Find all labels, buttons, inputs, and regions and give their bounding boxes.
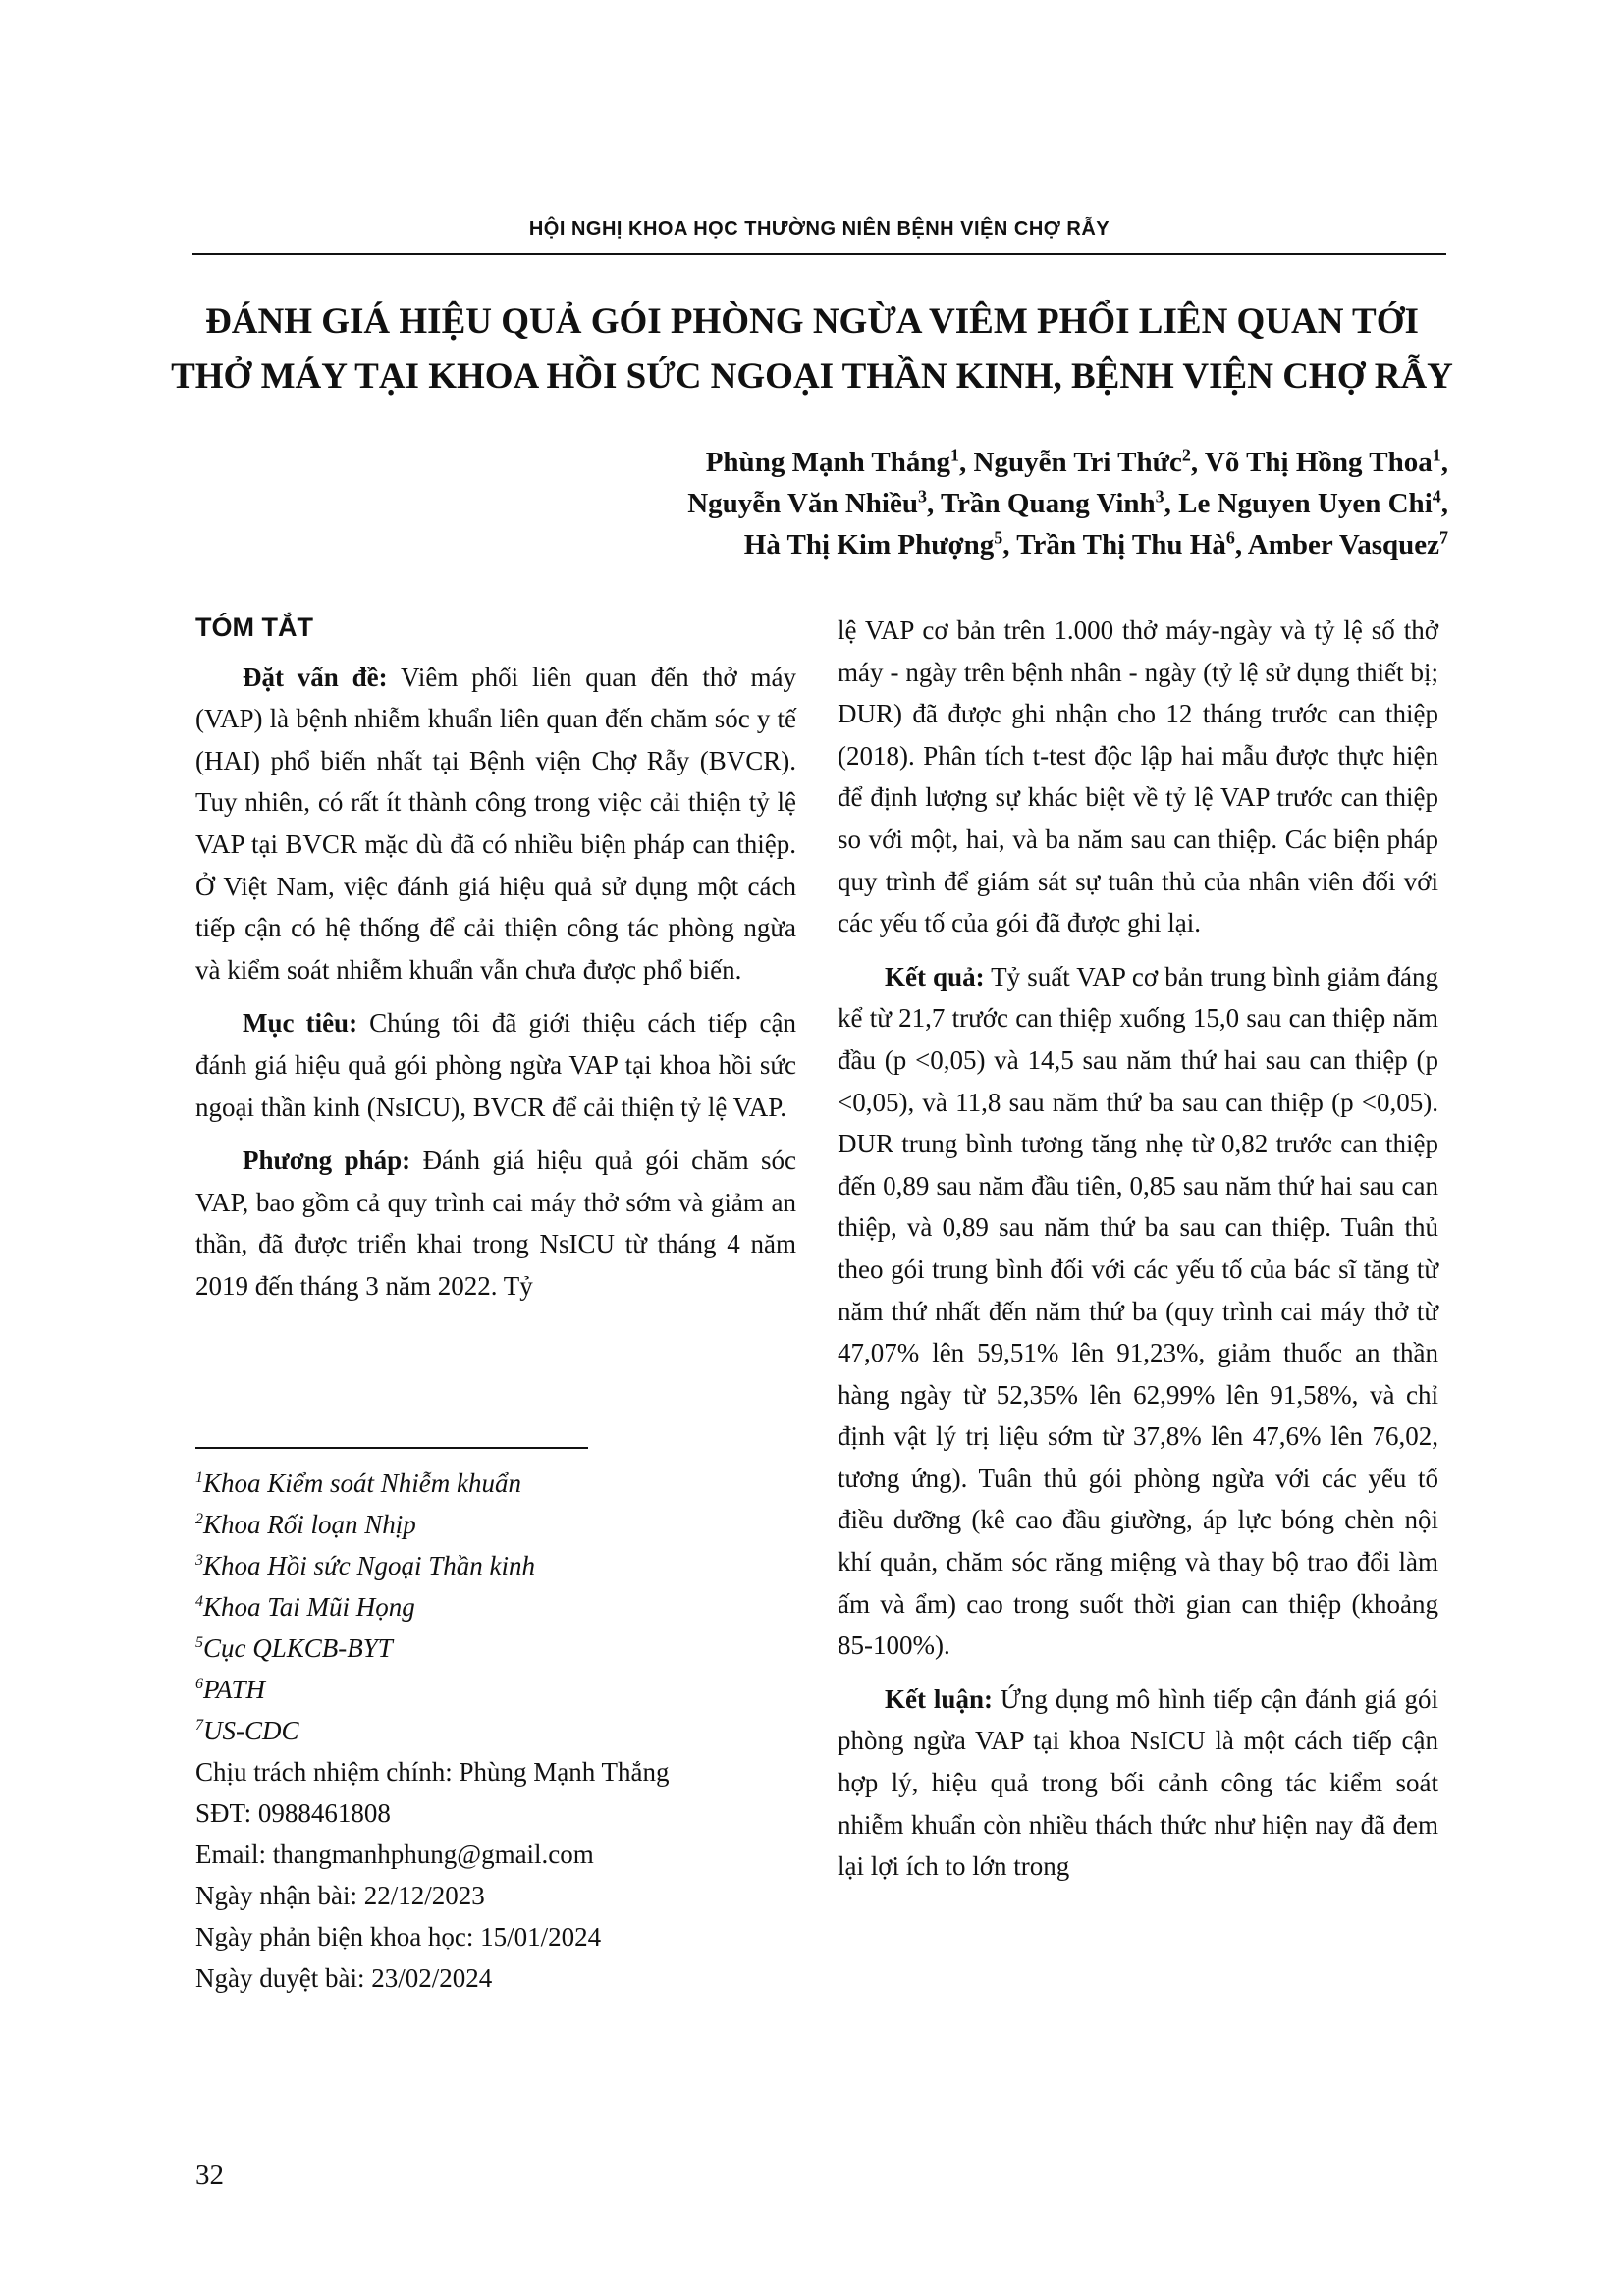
author-affiliation: 3 (1155, 486, 1164, 507)
author-line-1: Phùng Mạnh Thắng$^1$, Nguyễn Tri Thức$^2$, Võ Thị Hồng Thoa$^1$, (705, 445, 1448, 478)
footnote-rule (195, 1447, 588, 1449)
paper-title (147, 294, 1477, 404)
author-affiliation: 4 (1432, 486, 1441, 507)
author-affiliation: 7 (1439, 527, 1448, 548)
section-label: Kết quả: (885, 961, 985, 991)
affiliation-number: 7 (195, 1717, 203, 1734)
author-affiliation: 3 (917, 486, 927, 507)
author-name: Nguyễn Tri Thức (973, 447, 1182, 478)
section-label: Đặt vấn đề: (243, 662, 388, 692)
author-line-2: Nguyễn Văn Nhiều$^3$, Trần Quang Vinh$^3$, Le Nguyen Uyen Chi$^4$, (687, 486, 1448, 519)
abstract-heading: TÓM TẮT (195, 613, 313, 642)
author-affiliation: 1 (950, 445, 960, 465)
title-line-2: THỞ MÁY TẠI KHOA HỒI SỨC NGOẠI THẦN KINH, BỆNH VIỆN CHỢ RẪY (171, 356, 1453, 397)
corresponding-author: Chịu trách nhiệm chính: Phùng Mạnh Thắng (195, 1757, 670, 1787)
section-label: Phương pháp: (243, 1146, 411, 1176)
abstract-conclusion (838, 1679, 1438, 1888)
reviewed-date: Ngày phản biện khoa học: 15/01/2024 (195, 1922, 602, 1951)
received-date: Ngày nhận bài: 22/12/2023 (195, 1881, 485, 1910)
title-line-1: ĐÁNH GIÁ HIỆU QUẢ GÓI PHÒNG NGỪA VIÊM PHỔI LIÊN QUAN TỚI (205, 301, 1419, 342)
affiliation-number: 2 (195, 1511, 203, 1527)
author-affiliation: 1 (1432, 445, 1441, 465)
affiliation-item (195, 1586, 796, 1628)
abstract-objective (195, 1002, 796, 1128)
section-text: Tỷ suất VAP cơ bản trung bình giảm đáng kể từ 21,7 trước can thiệp xuống 15,0 sau can thiệp năm đầu (p <0,05) và 14,5 sau năm thứ hai sau can thiệp (p <0,05), và 11,8 sau năm thứ ba sau can thiệp (p <0,05). DUR trung bình tương tăng nhẹ từ 0,82 trước can thiệp đến 0,89 sau năm đầu tiên, 0,85 sau năm thứ hai sau can thiệp, và 0,89 sau năm thứ ba sau can thiệp. Tuân thủ theo gói trung bình đối với các yếu tố của bác sĩ tăng từ năm thứ nhất đến năm thứ ba (quy trình cai máy thở từ 47,07% lên 59,51% lên 91,23%, giảm thuốc an thần hàng ngày từ 52,35% lên 62,99% lên 91,58%, và chỉ định vật lý trị liệu sớm từ 37,8% lên 47,6% lên 76,02, tương ứng). Tuân thủ gói phòng ngừa với các yếu tố điều dưỡng (kê cao đầu giường, áp lực bóng chèn nội khí quản, chăm sóc răng miệng và thay bộ trao đổi làm ấm và ẩm) cao trong suốt thời gian can thiệp (khoảng 85-100%). (838, 961, 1438, 1661)
accepted-date: Ngày duyệt bài: 23/02/2024 (195, 1963, 493, 1993)
abstract-results (838, 956, 1438, 1667)
abstract-background (195, 657, 796, 991)
author-name: Amber Vasquez (1247, 529, 1439, 561)
running-header: HỘI NGHỊ KHOA HỌC THƯỜNG NIÊN BỆNH VIỆN CHỢ RẪY (528, 218, 1110, 240)
affiliation-name: Cục QLKCB-BYT (203, 1633, 393, 1663)
header-rule (192, 253, 1446, 255)
author-name: Trần Quang Vinh (940, 488, 1156, 519)
abstract-methods-continued: lệ VAP cơ bản trên 1.000 thở máy-ngày và tỷ lệ số thở máy - ngày trên bệnh nhân - ngày (tỷ lệ sử dụng thiết bị; DUR) đã được ghi nhận cho 12 tháng trước can thiệp (2018). Phân tích t-test độc lập hai mẫu được thực hiện để định lượng sự khác biệt về tỷ lệ VAP trước can thiệp so với một, hai, và ba năm sau can thiệp. Các biện pháp quy trình để giám sát sự tuân thủ của nhân viên đối với các yếu tố của gói đã được ghi lại. (838, 615, 1438, 938)
affiliation-name: Khoa Rối loạn Nhịp (203, 1510, 416, 1539)
affiliation-number: 6 (195, 1676, 203, 1692)
email-address: Email: thangmanhphung@gmail.com (195, 1840, 594, 1869)
affiliation-item (195, 1628, 796, 1669)
section-text: Đánh giá hiệu quả gói chăm sóc VAP, bao gồm cả quy trình cai máy thở sớm và giảm an thần, đã được triển khai trong NsICU từ tháng 4 năm 2019 đến tháng 3 năm 2022. Tỷ (195, 1146, 796, 1301)
author-name: Võ Thị Hồng Thoa (1204, 447, 1433, 478)
page-number: 32 (195, 2160, 224, 2191)
section-label: Kết luận: (885, 1683, 993, 1714)
author-affiliation: 5 (994, 527, 1003, 548)
phone-number: SĐT: 0988461808 (195, 1798, 391, 1828)
abstract-left-column (195, 603, 796, 1319)
author-name: Nguyễn Văn Nhiều (687, 488, 918, 519)
affiliation-item (195, 1669, 796, 1710)
affiliation-item (195, 1463, 796, 1504)
abstract-right-column (838, 610, 1438, 1899)
affiliation-item (195, 1504, 796, 1545)
author-affiliation: 6 (1225, 527, 1235, 548)
author-name: Le Nguyen Uyen Chi (1178, 488, 1433, 519)
affiliation-item (195, 1545, 796, 1586)
author-name: Phùng Mạnh Thắng (705, 447, 951, 478)
affiliation-number: 1 (195, 1469, 203, 1486)
section-text: Viêm phổi liên quan đến thở máy (VAP) là bệnh nhiễm khuẩn liên quan đến chăm sóc y tế (HAI) phổ biến nhất tại Bệnh viện Chợ Rẫy (BVCR). Tuy nhiên, có rất ít thành công trong việc cải thiện tỷ lệ VAP tại BVCR mặc dù đã có nhiều biện pháp can thiệp. Ở Việt Nam, việc đánh giá hiệu quả sử dụng một cách tiếp cận có hệ thống để cải thiện công tác phòng ngừa và kiểm soát nhiễm khuẩn vẫn chưa được phổ biến. (195, 662, 796, 985)
affiliation-name: Khoa Kiểm soát Nhiễm khuẩn (203, 1468, 521, 1498)
affiliation-number: 5 (195, 1634, 203, 1651)
affiliation-name: US-CDC (203, 1716, 299, 1745)
section-text: Ứng dụng mô hình tiếp cận đánh giá gói phòng ngừa VAP tại khoa NsICU là một cách tiếp cận hợp lý, hiệu quả trong bối cảnh công tác kiểm soát nhiễm khuẩn còn nhiều thách thức như hiện nay đã đem lại lợi ích to lớn trong (838, 1683, 1438, 1882)
section-label: Mục tiêu: (243, 1008, 358, 1039)
affiliation-number: 3 (195, 1552, 203, 1569)
author-name: Hà Thị Kim Phượng (743, 529, 995, 561)
author-affiliation: 2 (1181, 445, 1191, 465)
section-text: Chúng tôi đã giới thiệu cách tiếp cận đánh giá hiệu quả gói phòng ngừa VAP tại khoa hồi sức ngoại thần kinh (NsICU), BVCR để cải thiện tỷ lệ VAP. (195, 1008, 797, 1122)
footnotes (195, 1463, 796, 1999)
affiliation-name: Khoa Tai Mũi Họng (203, 1592, 415, 1622)
affiliation-item (195, 1710, 796, 1751)
author-line-3: Hà Thị Kim Phượng$^5$, Trần Thị Thu $Hà^6$, Amber Vasquez$^7$ (743, 527, 1448, 561)
author-list (368, 442, 1448, 565)
author-name: Trần Thị Thu Hà (1016, 529, 1226, 561)
abstract-methods (195, 1140, 796, 1307)
affiliation-number: 4 (195, 1593, 203, 1610)
affiliation-name: PATH (203, 1675, 266, 1704)
affiliation-name: Khoa Hồi sức Ngoại Thần kinh (203, 1551, 535, 1580)
